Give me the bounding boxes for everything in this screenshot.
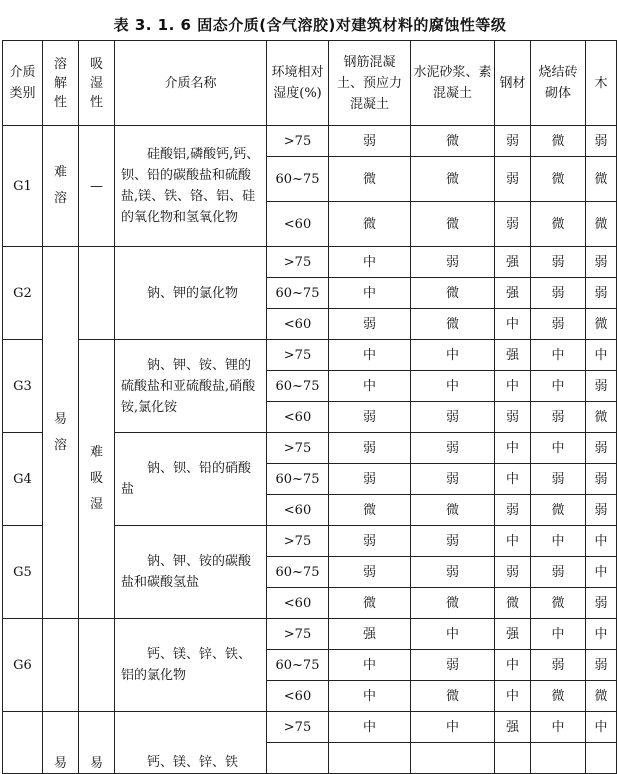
grade-cell: 中 — [329, 712, 411, 743]
medium-name-cell: 钠、钾的氯化物 — [115, 247, 267, 340]
grade-cell: 弱 — [329, 526, 411, 557]
grade-cell: 弱 — [329, 309, 411, 340]
grade-cell: 弱 — [495, 495, 531, 526]
grade-cell: 微 — [531, 681, 586, 712]
grade-cell: 弱 — [495, 402, 531, 433]
grade-cell: 弱 — [329, 433, 411, 464]
grade-cell: 微 — [411, 588, 495, 619]
grade-cell: 中 — [586, 340, 617, 371]
grade-cell: 微 — [329, 588, 411, 619]
solubility-cell: 难溶 — [43, 126, 79, 247]
grade-cell: 中 — [495, 464, 531, 495]
grade-cell: 微 — [411, 309, 495, 340]
solubility-text: 易 — [53, 756, 67, 771]
header-reinforced-concrete: 钢筋混凝土、预应力混凝土 — [329, 41, 411, 126]
humidity-cell: <60 — [267, 495, 329, 526]
corrosion-grade-table — [2, 40, 617, 774]
grade-cell: 弱 — [531, 309, 586, 340]
hygroscopicity-cell — [79, 619, 115, 712]
humidity-cell: 60~75 — [267, 650, 329, 681]
grade-cell: 弱 — [495, 557, 531, 588]
grade-cell: 弱 — [586, 371, 617, 402]
grade-cell: 中 — [495, 681, 531, 712]
medium-name-cell: 钠、钡、铅的硝酸盐 — [115, 433, 267, 526]
humidity-cell: >75 — [267, 340, 329, 371]
humidity-cell: 60~75 — [267, 371, 329, 402]
grade-cell: 微 — [531, 202, 586, 247]
header-cement-mortar: 水泥砂浆、素混凝土 — [411, 41, 495, 126]
grade-cell: 微 — [586, 402, 617, 433]
grade-cell: 弱 — [586, 464, 617, 495]
grade-cell: 弱 — [531, 278, 586, 309]
grade-cell: 弱 — [531, 247, 586, 278]
humidity-cell: <60 — [267, 309, 329, 340]
grade-cell: 弱 — [531, 650, 586, 681]
medium-name-cell: 钙、镁、锌、铁、铝的氯化物 — [115, 619, 267, 712]
header-hygroscopicity: 吸湿性 — [79, 41, 115, 126]
grade-cell: 微 — [586, 309, 617, 340]
grade-cell: 中 — [586, 712, 617, 743]
grade-cell: 弱 — [329, 557, 411, 588]
header-row — [3, 41, 617, 126]
grade-cell: 中 — [495, 309, 531, 340]
medium-name-cell: 硅酸铝,磷酸钙,钙、钡、铅的碳酸盐和硫酸盐,镁、铁、铬、铝、硅的氧化物和氢氧化物 — [115, 126, 267, 247]
grade-cell: 中 — [329, 650, 411, 681]
grade-cell: 弱 — [411, 464, 495, 495]
grade-cell: 弱 — [586, 247, 617, 278]
humidity-cell: >75 — [267, 526, 329, 557]
humidity-cell: >75 — [267, 712, 329, 743]
grade-cell: 中 — [586, 619, 617, 650]
grade-cell: 中 — [586, 557, 617, 588]
grade-cell: 弱 — [586, 433, 617, 464]
humidity-cell: <60 — [267, 402, 329, 433]
grade-cell: 弱 — [586, 278, 617, 309]
grade-cell: 强 — [495, 619, 531, 650]
grade-cell: 弱 — [329, 402, 411, 433]
header-medium-name: 介质名称 — [115, 41, 267, 126]
grade-cell: 微 — [329, 157, 411, 202]
category-cell: G2 — [3, 247, 43, 340]
humidity-cell: <60 — [267, 202, 329, 247]
grade-cell: 微 — [411, 495, 495, 526]
grade-cell: 中 — [411, 619, 495, 650]
hygroscopicity-cell: — — [79, 126, 115, 247]
grade-cell: 中 — [329, 340, 411, 371]
header-fired-brick: 烧结砖砌体 — [531, 41, 586, 126]
header-humidity: 环境相对湿度(%) — [267, 41, 329, 126]
table-row — [3, 712, 617, 743]
grade-cell: 中 — [411, 371, 495, 402]
grade-cell: 微 — [531, 157, 586, 202]
humidity-cell: 60~75 — [267, 557, 329, 588]
solubility-cell — [43, 712, 79, 774]
grade-cell: 弱 — [586, 588, 617, 619]
grade-cell: 弱 — [411, 402, 495, 433]
humidity-cell: >75 — [267, 247, 329, 278]
table-row — [3, 126, 617, 157]
humidity-cell: <60 — [267, 588, 329, 619]
humidity-cell: 60~75 — [267, 464, 329, 495]
grade-cell: 微 — [495, 588, 531, 619]
table-row — [3, 619, 617, 650]
grade-cell: 强 — [495, 712, 531, 743]
hygroscopicity-text: 易 — [89, 756, 103, 771]
hygroscopicity-cell: 难吸湿 — [79, 340, 115, 619]
header-solubility: 溶解性 — [43, 41, 79, 126]
grade-cell: 弱 — [411, 557, 495, 588]
grade-cell: 微 — [411, 126, 495, 157]
header-steel: 钢材 — [495, 41, 531, 126]
grade-cell: 中 — [531, 712, 586, 743]
grade-cell: 微 — [329, 202, 411, 247]
grade-cell: 中 — [495, 371, 531, 402]
humidity-cell: 60~75 — [267, 278, 329, 309]
grade-cell: 微 — [329, 495, 411, 526]
grade-cell: 中 — [531, 340, 586, 371]
grade-cell: 弱 — [329, 464, 411, 495]
grade-cell: 弱 — [411, 247, 495, 278]
grade-cell: 微 — [586, 157, 617, 202]
category-cell: G1 — [3, 126, 43, 247]
hygroscopicity-cell — [79, 247, 115, 340]
grade-cell: 强 — [495, 340, 531, 371]
grade-cell — [495, 743, 531, 774]
category-cell: G4 — [3, 433, 43, 526]
grade-cell: 弱 — [586, 126, 617, 157]
grade-cell: 微 — [411, 202, 495, 247]
grade-cell: 中 — [495, 433, 531, 464]
category-cell: G5 — [3, 526, 43, 619]
medium-name-cell: 钠、钾、铵、锂的硫酸盐和亚硫酸盐,硝酸铵,氯化铵 — [115, 340, 267, 433]
table-row — [3, 340, 617, 371]
grade-cell: 弱 — [495, 157, 531, 202]
grade-cell: 弱 — [411, 526, 495, 557]
category-cell: G6 — [3, 619, 43, 712]
humidity-cell: 60~75 — [267, 157, 329, 202]
grade-cell: 强 — [329, 619, 411, 650]
grade-cell: 中 — [531, 526, 586, 557]
humidity-cell: >75 — [267, 433, 329, 464]
grade-cell: 中 — [411, 340, 495, 371]
category-cell: G3 — [3, 340, 43, 433]
humidity-cell: <60 — [267, 681, 329, 712]
grade-cell: 中 — [531, 433, 586, 464]
grade-cell: 中 — [329, 278, 411, 309]
grade-cell: 弱 — [411, 433, 495, 464]
grade-cell: 弱 — [495, 202, 531, 247]
grade-cell: 中 — [329, 681, 411, 712]
grade-cell: 微 — [586, 681, 617, 712]
grade-cell: 中 — [329, 371, 411, 402]
grade-cell: 中 — [586, 526, 617, 557]
grade-cell: 微 — [411, 681, 495, 712]
grade-cell: 弱 — [495, 126, 531, 157]
humidity-cell: >75 — [267, 126, 329, 157]
grade-cell: 弱 — [531, 402, 586, 433]
grade-cell: 强 — [495, 278, 531, 309]
grade-cell — [329, 743, 411, 774]
grade-cell: 中 — [531, 371, 586, 402]
grade-cell: 中 — [531, 619, 586, 650]
humidity-cell — [267, 743, 329, 774]
humidity-cell: >75 — [267, 619, 329, 650]
grade-cell — [586, 743, 617, 774]
grade-cell: 弱 — [586, 495, 617, 526]
table-title: 表 3. 1. 6 固态介质(含气溶胶)对建筑材料的腐蚀性等级 — [113, 16, 507, 34]
grade-cell: 中 — [495, 526, 531, 557]
grade-cell: 弱 — [586, 650, 617, 681]
grade-cell: 微 — [411, 157, 495, 202]
grade-cell: 微 — [531, 126, 586, 157]
grade-cell — [531, 743, 586, 774]
table-row — [3, 247, 617, 278]
grade-cell: 强 — [495, 247, 531, 278]
grade-cell: 弱 — [531, 464, 586, 495]
medium-name-cell: 钠、钾、铵的碳酸盐和碳酸氢盐 — [115, 526, 267, 619]
medium-name-text: 钙、镁、锌、铁 — [147, 755, 239, 770]
header-wood: 木 — [586, 41, 617, 126]
medium-name-cell — [115, 712, 267, 774]
grade-cell: 微 — [411, 278, 495, 309]
solubility-cell — [43, 619, 79, 712]
grade-cell: 中 — [329, 247, 411, 278]
solubility-cell: 易溶 — [43, 247, 79, 619]
grade-cell — [411, 743, 495, 774]
grade-cell: 中 — [495, 650, 531, 681]
grade-cell: 微 — [531, 588, 586, 619]
grade-cell: 弱 — [531, 557, 586, 588]
header-category: 介质类别 — [3, 41, 43, 126]
grade-cell: 微 — [586, 202, 617, 247]
grade-cell: 微 — [531, 495, 586, 526]
category-cell — [3, 712, 43, 774]
hygroscopicity-cell — [79, 712, 115, 774]
grade-cell: 弱 — [411, 650, 495, 681]
grade-cell: 弱 — [329, 126, 411, 157]
grade-cell: 中 — [411, 712, 495, 743]
